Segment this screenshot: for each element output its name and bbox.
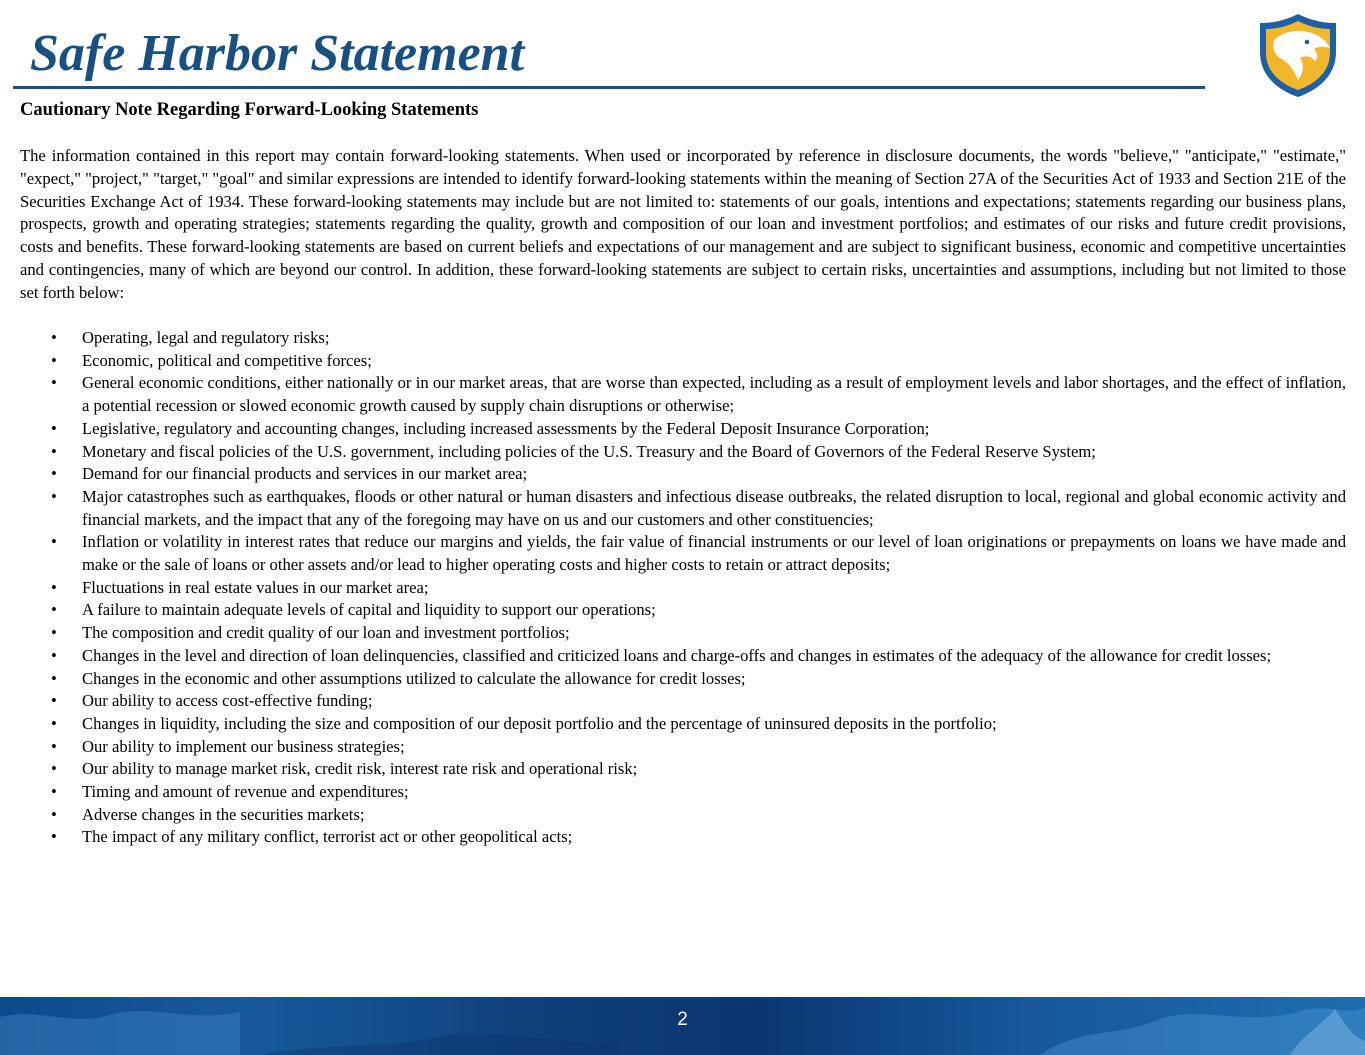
risk-item: • General economic conditions, either nationally or in our market areas, that are worse than expected, including as a result of employment levels and labor shortages, and the effect of inflation, a potential recession or slowed economic growth caused by supply chain disruptions or otherwise; [20,372,1346,417]
risk-item: • Economic, political and competitive forces; [20,350,1346,373]
risk-item: • The impact of any military conflict, terrorist act or other geopolitical acts; [20,826,1346,849]
section-heading: Cautionary Note Regarding Forward-Looking Statements [20,100,479,120]
risk-item: • Inflation or volatility in interest rates that reduce our margins and yields, the fair value of financial instruments or our level of loan originations or prepayments on loans we have made and make or the sale of loans or other assets and/or lead to higher operating costs and higher costs to retain or attract deposits; [20,531,1346,576]
eagle-eye [1305,40,1310,45]
risk-item: • The composition and credit quality of our loan and investment portfolios; [20,622,1346,645]
eagle-shield-icon [1258,12,1338,98]
risk-item: • Our ability to manage market risk, credit risk, interest rate risk and operational risk; [20,758,1346,781]
risk-item: • Operating, legal and regulatory risks; [20,327,1346,350]
page-number: 2 [677,1009,688,1030]
risk-item: • Monetary and fiscal policies of the U.S. government, including policies of the U.S. Treasury and the Board of Governors of the Federal Reserve System; [20,441,1346,464]
risk-item: • Timing and amount of revenue and expenditures; [20,781,1346,804]
intro-paragraph: The information contained in this report may contain forward-looking statements. When used or incorporated by reference in disclosure documents, the words "believe," "anticipate," "estimate," "expect," "project," "target," "goal" and similar expressions are intended to identify forward-looking statements within the meaning of Section 27A of the Securities Act of 1933 and Section 21E of the Securities Exchange Act of 1934. These forward-looking statements may include but are not limited to: statements of our goals, intentions and expectations; statements regarding our business plans, prospects, growth and operating strategies; statements regarding the quality, growth and composition of our loan and investment portfolios; and estimates of our risks and future credit provisions, costs and benefits. These forward-looking statements are based on current beliefs and expectations of our management and are subject to significant business, economic and competitive uncertainties and contingencies, many of which are beyond our control. In addition, these forward-looking statements are subject to certain risks, uncertainties and assumptions, including but not limited to those set forth below: [20,146,1346,302]
title-underline [13,86,1205,89]
page-title: Safe Harbor Statement [30,25,525,82]
risk-item: • Fluctuations in real estate values in our market area; [20,577,1346,600]
risk-item: • Our ability to access cost-effective funding; [20,690,1346,713]
risk-item: • Changes in liquidity, including the size and composition of our deposit portfolio and the percentage of uninsured deposits in the portfolio; [20,713,1346,736]
footer-bar [0,997,1365,1055]
risk-item: • Adverse changes in the securities markets; [20,804,1346,827]
risk-item: • Changes in the economic and other assumptions utilized to calculate the allowance for credit losses; [20,668,1346,691]
risk-item: • Demand for our financial products and services in our market area; [20,463,1346,486]
risk-factor-list [20,327,1346,849]
risk-item: • Major catastrophes such as earthquakes, floods or other natural or human disasters and infectious disease outbreaks, the related disruption to local, regional and global economic activity and financial markets, and the impact that any of the foregoing may have on us and our customers and other constituencies; [20,486,1346,531]
risk-item: • A failure to maintain adequate levels of capital and liquidity to support our operations; [20,599,1346,622]
risk-item: • Legislative, regulatory and accounting changes, including increased assessments by the Federal Deposit Insurance Corporation; [20,418,1346,441]
risk-item: • Changes in the level and direction of loan delinquencies, classified and criticized loans and charge-offs and changes in estimates of the adequacy of the allowance for credit losses; [20,645,1346,668]
risk-item: • Our ability to implement our business strategies; [20,736,1346,759]
